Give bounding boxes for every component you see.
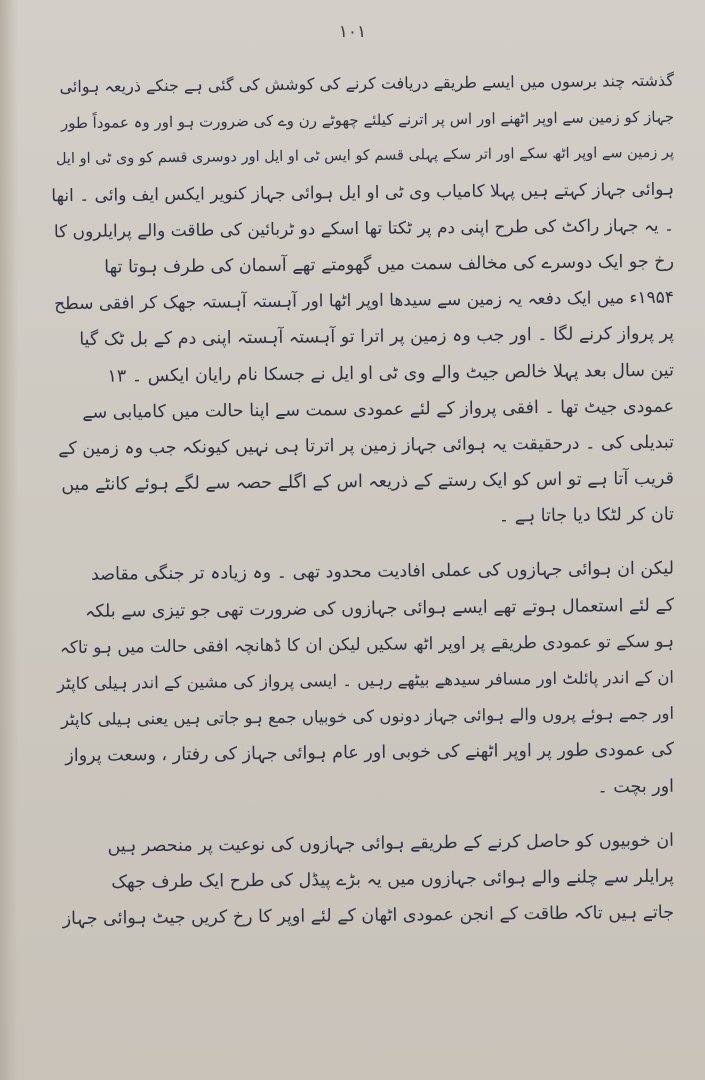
- text-line: قریب آتا ہے تو اس کو ایک رستے کے ذریعہ اس کے اگلے حصہ سے لگے ہوئے کانٹے میں: [61, 468, 675, 496]
- page-number: ۱۰۱: [338, 22, 367, 42]
- urdu-text-body: [44, 66, 674, 934]
- text-line: ہو سکے تو عمودی طریقے پر اوپر اٹھ سکیں لیکن ان کا ڈھانچہ افقی حالت میں ہو تاکہ: [59, 631, 675, 658]
- text-line: تان کر لٹکا دیا جاتا ہے ۔: [498, 504, 675, 527]
- text-line: ان کے اندر پائلٹ اور مسافر سیدھے بیٹھے رہیں ۔ ایسی پرواز کی مشین کے اندر ہیلی کاپٹر: [56, 667, 675, 694]
- text-line: جاتے ہیں تاکہ طاقت کے انجن عمودی اٹھان کے لئے اوپر کا رخ کریں جیٹ ہوائی جہاز: [62, 902, 675, 930]
- text-line: کی عمودی طور پر اوپر اٹھنے کی خوبی اور عام ہوائی جہاز کی رفتار ، وسعت پرواز: [65, 740, 675, 767]
- text-line: لیکن ان ہوائی جہازوں کی عملی افادیت محدود تھی ۔ وہ زیادہ تر جنگی مقاصد: [90, 559, 675, 586]
- text-line: اور بچت ۔: [597, 776, 675, 798]
- text-line: ہوائی جہاز کہتے ہیں پہلا کامیاب وی ٹی او ایل ہوائی جہاز کنویر ایکس ایف وائی ۔ انھا: [51, 179, 675, 206]
- text-line: گذشتہ چند برسوں میں ایسے طریقے دریافت کرنے کی کوشش کی گئی ہے جنکے ذریعہ ہوائی: [59, 70, 675, 97]
- text-line: ۱۹۵۴ء میں ایک دفعہ یہ زمین سے سیدھا اوپر اٹھا اور آہستہ آہستہ جھک کر افقی سطح: [54, 287, 675, 315]
- text-line: ان خوبیوں کو حاصل کرنے کے طریقے ہوائی جہازوں کی نوعیت پر منحصر ہیں: [107, 830, 675, 857]
- text-line: تین سال بعد پہلا خالص جیٹ والے وی ٹی او ایل نے جسکا نام رایان ایکس ۔ ۱۳: [107, 360, 675, 387]
- text-line: پر زمین سے اوپر اٹھ سکے اور اتر سکے پہلی قسم کو ایس ٹی او ایل اور دوسری قسم کو وی ٹی او ایل: [55, 145, 675, 168]
- scan-shadow-edge: [0, 0, 18, 1080]
- text-line: ۔ یہ جہاز راکٹ کی طرح اپنی دم پر ٹکتا تھا اسکے دو ٹربائین کی طاقت والے پرایلروں کا: [53, 215, 675, 242]
- text-line: پرایلر سے چلنے والے ہوائی جہازوں میں یہ بڑے پیڈل کی طرح ایک طرف جھک: [111, 866, 675, 893]
- text-line: تبدیلی کی ۔ درحقیقت یہ ہوائی جہاز زمین پر اترتا ہی نہیں کیونکہ جب وہ زمین کے: [58, 432, 675, 460]
- text-line: رخ جو ایک دوسرے کی مخالف سمت میں گھومتے تھے آسمان کی طرف ہوتا تھا: [104, 251, 675, 278]
- text-line: کے لئے استعمال ہوتے تھے ایسے ہوائی جہازوں کی ضرورت تھی جو تیزی سے بلکہ: [84, 595, 675, 622]
- text-line: پر پرواز کرنے لگا ۔ اور جب وہ زمین پر اترا تو آہستہ آہستہ اپنی دم کے بل ٹک گیا: [79, 324, 675, 351]
- text-line: جہاز کو زمین سے اوپر اٹھنے اور اس پر اترنے کیلئے چھوٹے رن وے کی ضرورت ہو اور وہ عموداً طور: [60, 107, 675, 133]
- text-line: اور جمے ہوئے پروں والے ہوائی جہاز دونوں کی خوبیاں جمع ہو جاتی ہیں یعنی ہیلی کاپٹر: [60, 703, 675, 730]
- text-line: عمودی جیٹ تھا ۔ افقی پرواز کے لئے عمودی سمت سے اپنا حالت میں کامیابی سے: [82, 396, 675, 423]
